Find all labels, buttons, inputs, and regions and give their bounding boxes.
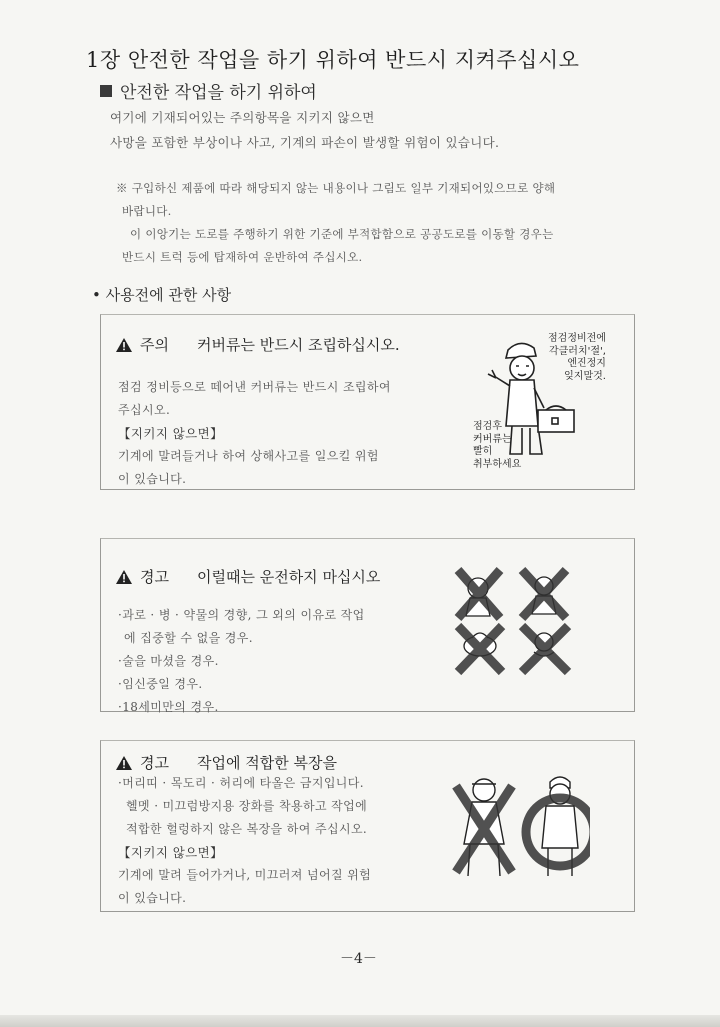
box2-level: 경고 <box>140 568 169 586</box>
warning-triangle-icon <box>116 338 132 352</box>
box3-title: 작업에 적합한 복장을 <box>196 754 337 772</box>
box2-line-2: 에 집중할 수 없을 경우. <box>124 631 254 645</box>
box1-warn-label: 【지키지 않으면】 <box>118 426 224 441</box>
box1-consequence-2: 이 있습니다. <box>118 472 187 486</box>
box1-title-row <box>116 334 400 355</box>
box1-level: 주의 <box>140 336 169 354</box>
box2-line-1: ·과로 · 병 · 약물의 경향, 그 외의 이유로 작업 <box>118 608 365 622</box>
note-line-4: 반드시 트럭 등에 탑재하여 운반하여 주십시오. <box>122 250 363 264</box>
chapter-title: 1장 안전한 작업을 하기 위하여 반드시 지켜주십시오 <box>86 48 580 72</box>
proper-clothing-illustration <box>450 772 590 882</box>
box3-line-3: 적합한 헐렁하지 않은 복장을 하여 주십시오. <box>126 822 368 836</box>
note-line-2: 바랍니다. <box>122 204 172 218</box>
callout-bottom-3: 빨히 <box>473 446 493 457</box>
prohibited-conditions-illustration <box>448 566 578 676</box>
note-line-1: ※ 구입하신 제품에 따라 해당되지 않는 내용이나 그림도 일부 기재되어있으므로 양해 <box>116 181 556 195</box>
callout-bottom-4: 취부하세요 <box>473 458 522 470</box>
box3-consequence-2: 이 있습니다. <box>118 891 187 905</box>
box3-level: 경고 <box>140 754 169 772</box>
box1-title: 커버류는 반드시 조립하십시오. <box>196 336 400 354</box>
intro-line-1: 여기에 기재되어있는 주의항목을 지키지 않으면 <box>110 110 375 125</box>
box1-body <box>118 376 391 491</box>
box2-body <box>118 604 365 719</box>
callout-top-3: 엔진정지 <box>567 358 606 369</box>
box2-line-5: ·18세미만의 경우. <box>118 700 219 714</box>
box3-warn-label: 【지키지 않으면】 <box>118 845 224 860</box>
note-line-3: 이 이앙기는 도로를 주행하기 위한 기준에 부적합함으로 공공도로를 이동할 경우는 <box>130 227 554 241</box>
box2-title: 이럴때는 운전하지 마십시오 <box>196 568 381 586</box>
box1-line-1: 점검 정비등으로 떼어낸 커버류는 반드시 조립하여 <box>118 380 391 394</box>
callout-top-2: 각클러치'절', <box>548 345 606 357</box>
box1-consequence-1: 기계에 말려들거나 하여 상해사고를 일으킬 위험 <box>118 449 379 463</box>
box1-line-2: 주십시오. <box>118 403 171 417</box>
square-bullet-icon <box>100 85 112 97</box>
callout-top-1: 점검정비전에 <box>548 333 606 344</box>
section-title: 안전한 작업을 하기 위하여 <box>120 83 317 103</box>
box2-line-3: ·술을 마셨을 경우. <box>118 654 219 668</box>
box3-consequence-1: 기계에 말려 들어가거나, 미끄러져 넘어질 위험 <box>118 868 372 882</box>
box3-line-2: 헬멧 · 미끄럼방지용 장화를 착용하고 작업에 <box>126 799 368 813</box>
box3-line-1: ·머리띠 · 목도리 · 허리에 타올은 금지입니다. <box>118 776 365 790</box>
intro-line-2: 사망을 포함한 부상이나 사고, 기계의 파손이 발생할 위험이 있습니다. <box>110 135 500 150</box>
pre-use-heading: • 사용전에 관한 사항 <box>92 286 232 304</box>
box2-title-row <box>116 566 380 587</box>
callout-bottom-2: 커버류는 <box>473 433 512 445</box>
section-heading <box>100 78 317 103</box>
box3-title-row <box>116 752 337 773</box>
box3-body <box>118 772 371 910</box>
warning-triangle-icon <box>116 756 132 770</box>
box2-line-4: ·임신중일 경우. <box>118 677 203 691</box>
page-number: －4－ <box>340 951 377 967</box>
warning-triangle-icon <box>116 570 132 584</box>
callout-bottom-1: 점검후 <box>473 421 502 432</box>
callout-top-4: 잊지말것. <box>564 370 606 382</box>
scan-edge <box>0 1015 720 1027</box>
mechanic-with-toolbox-illustration <box>482 336 580 466</box>
